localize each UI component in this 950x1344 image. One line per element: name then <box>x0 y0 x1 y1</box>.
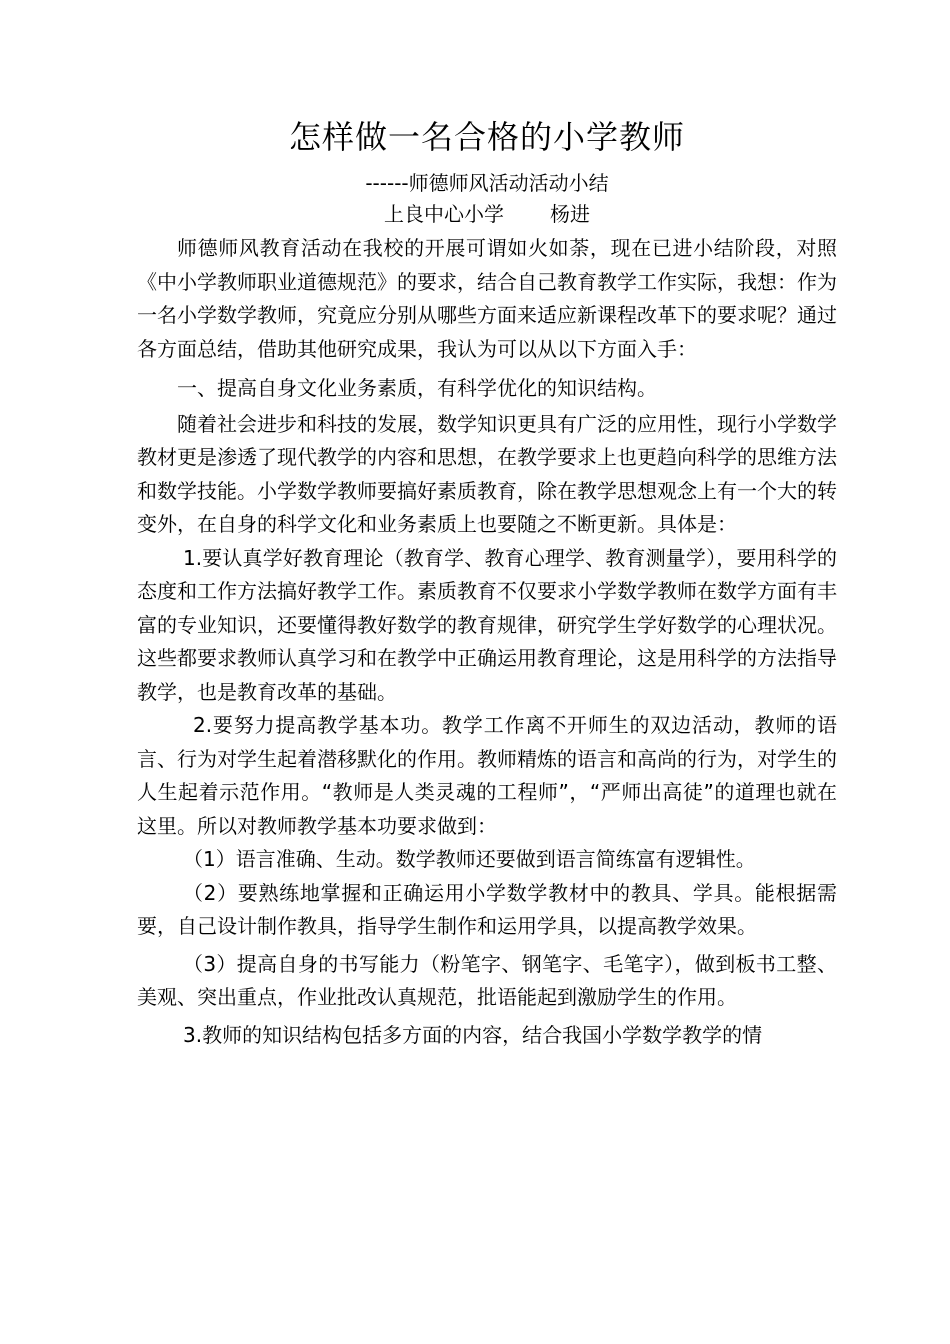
point-2-paragraph: 2.要努力提高教学基本功。教学工作离不开师生的双边活动，教师的语言、行为对学生起着潜移默化的作用。教师精炼的语言和高尚的行为，对学生的人生起着示范作用。“教师是人类灵魂的工程师”，“严师出高徒”的道理也就在这里。所以对教师教学基本功要求做到： <box>137 713 837 838</box>
document-page <box>137 112 837 1052</box>
school-name: 上良中心小学 <box>384 202 504 226</box>
intro-paragraph: 师德师风教育活动在我校的开展可谓如火如荼，现在已进小结阶段，对照《中小学教师职业道德规范》的要求，结合自己教育教学工作实际，我想：作为一名小学数学教师，究竟应分别从哪些方面来适应新课程改革下的要求呢？通过各方面总结，借助其他研究成果，我认为可以从以下方面入手： <box>137 236 837 361</box>
sub-point-3-paragraph: （3）提高自身的书写能力（粉笔字、钢笔字、毛笔字），做到板书工整、美观、突出重点，作业批改认真规范，批语能起到激励学生的作用。 <box>137 951 837 1009</box>
sub-point-1-paragraph: （1）语言准确、生动。数学教师还要做到语言简练富有逻辑性。 <box>183 847 756 871</box>
author-name: 杨进 <box>550 202 590 226</box>
sub-point-2-paragraph: （2）要熟练地掌握和正确运用小学数学教材中的教具、学具。能根据需要，自己设计制作教具，指导学生制作和运用学具，以提高教学效果。 <box>137 880 837 938</box>
document-subtitle: ------师德师风活动活动小结 <box>365 171 609 195</box>
point-3-paragraph: 3.教师的知识结构包括多方面的内容，结合我国小学数学教学的情 <box>183 1022 763 1047</box>
body-paragraph: 随着社会进步和科技的发展，数学知识更具有广泛的应用性，现行小学数学教材更是渗透了现代教学的内容和思想，在教学要求上也更趋向科学的思维方法和数学技能。小学数学教师要搞好素质教育，除在教学思想观念上有一个大的转变外，在自身的科学文化和业务素质上也要随之不断更新。具体是： <box>137 411 837 536</box>
point-1-paragraph: 1.要认真学好教育理论（教育学、教育心理学、教育测量学），要用科学的态度和工作方法搞好教学工作。素质教育不仅要求小学数学教师在数学方面有丰富的专业知识，还要懂得教好数学的教育规律，研究学生学好数学的心理状况。这些都要求教师认真学习和在教学中正确运用教育理论，这是用科学的方法指导教学，也是教育改革的基础。 <box>137 545 837 704</box>
section-heading: 一、提高自身文化业务素质，有科学优化的知识结构。 <box>177 376 657 400</box>
document-title: 怎样做一名合格的小学教师 <box>288 118 685 156</box>
author-line <box>137 198 837 230</box>
